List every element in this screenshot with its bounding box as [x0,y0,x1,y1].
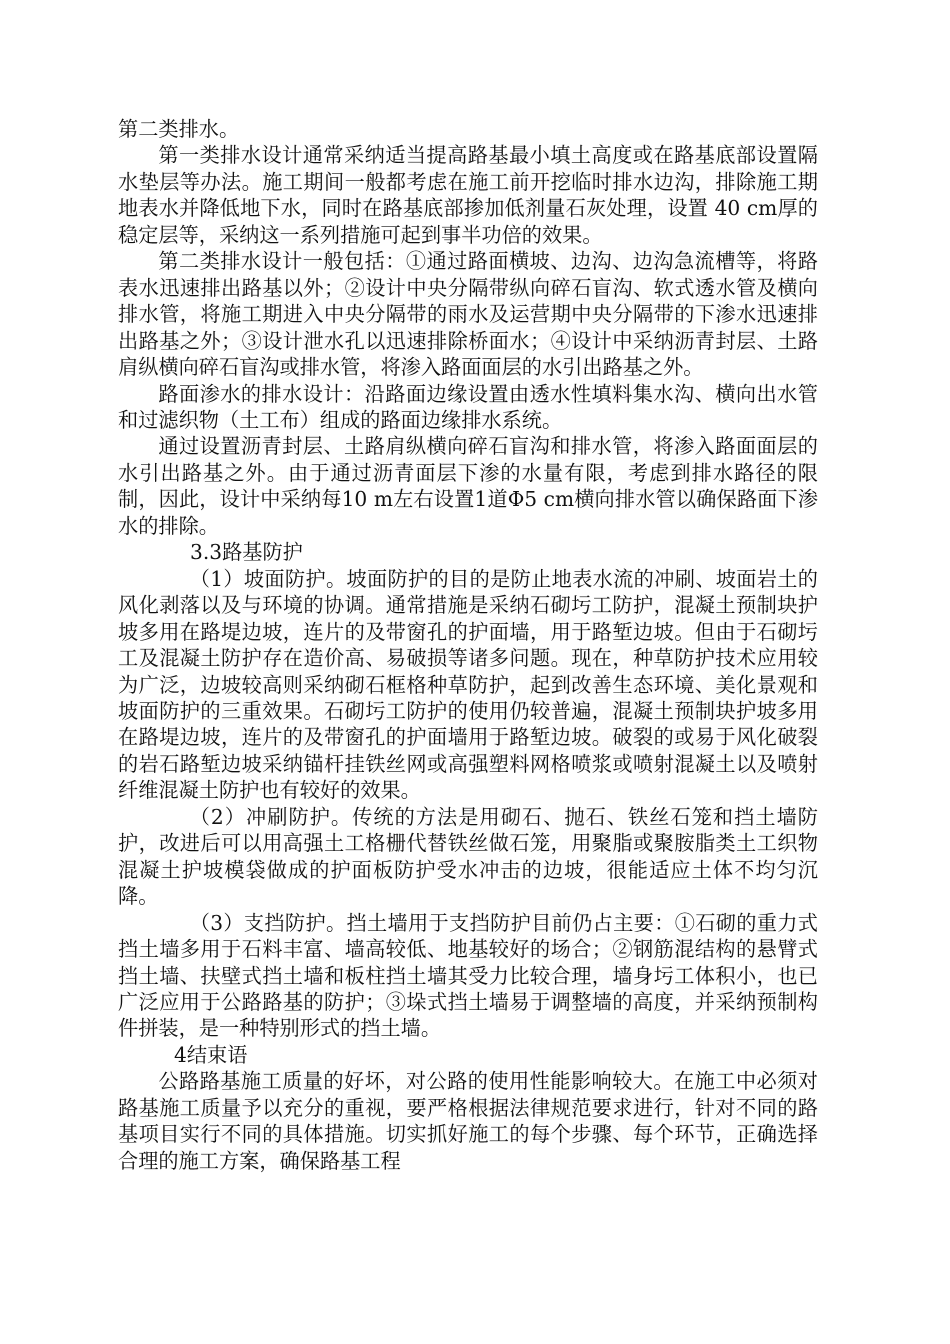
paragraph-scour-protection: （2）冲刷防护。传统的方法是用砌石、抛石、铁丝石笼和挡土墙防护，改进后可以用高强土工格栅代替铁丝做石笼，用聚脂或聚胺脂类土工织物混凝土护坡模袋做成的护面板防护受水冲击的边坡，很能适应土体不均匀沉降。 [118,804,818,909]
paragraph-retaining-protection: （3）支挡防护。挡土墙用于支挡防护目前仍占主要：①石砌的重力式挡土墙多用于石料丰富、墙高较低、地基较好的场合；②钢筋混结构的悬臂式挡土墙、扶壁式挡土墙和板柱挡土墙其受力比较合理，墙身圬工体积小，也已广泛应用于公路路基的防护；③垛式挡土墙易于调整墙的高度，并采纳预制构件拼装，是一种特别形式的挡土墙。 [118,910,818,1041]
paragraph-type1-drainage: 第一类排水设计通常采纳适当提高路基最小填土高度或在路基底部设置隔水垫层等办法。施工期间一般都考虑在施工前开挖临时排水边沟，排除施工期地表水并降低地下水，同时在路基底部掺加低剂量石灰处理，设置 40 cm厚的稳定层等，采纳这一系列措施可起到事半功倍的效果。 [118,143,818,247]
paragraph-conclusion: 公路路基施工质量的好坏，对公路的使用性能影响较大。在施工中必须对路基施工质量予以充分的重视，要严格根据法律规范要求进行，针对不同的路基项目实行不同的具体措施。切实抓好施工的每个步骤、每个环节，正确选择合理的施工方案，确保路基工程 [118,1069,818,1173]
paragraph-intro: 第二类排水。 [118,117,240,141]
paragraph-seal-layer: 通过设置沥青封层、土路肩纵横向碎石盲沟和排水管，将渗入路面面层的水引出路基之外。由于通过沥青面层下渗的水量有限，考虑到排水路径的限制，因此，设计中采纳每10 m左右设置1道Φ5 cm横向排水管以确保路面下渗水的排除。 [118,434,818,538]
section-heading-3-3: 3.3路基防护 [190,540,303,565]
section-heading-4: 4结束语 [174,1042,248,1067]
paragraph-type2-drainage: 第二类排水设计一般包括：①通过路面横坡、边沟、边沟急流槽等，将路表水迅速排出路基以外；②设计中央分隔带纵向碎石盲沟、软式透水管及横向排水管，将施工期进入中央分隔带的雨水及运营期中央分隔带的下渗水迅速排出路基之外；③设计泄水孔以迅速排除桥面水；④设计中采纳沥青封层、土路肩纵横向碎石盲沟或排水管，将渗入路面面层的水引出路基之外。 [118,249,818,380]
document-body [118,116,818,1174]
paragraph-seepage-drainage: 路面渗水的排水设计：沿路面边缘设置由透水性填料集水沟、横向出水管和过滤织物（土工布）组成的路面边缘排水系统。 [118,381,818,432]
paragraph-slope-protection: （1）坡面防护。坡面防护的目的是防止地表水流的冲刷、坡面岩土的风化剥落以及与环境的协调。通常措施是采纳石砌圬工防护，混凝土预制块护坡多用在路堤边坡，连片的及带窗孔的护面墙，用于路堑边坡。但由于石砌圬工及混凝土防护存在造价高、易破损等诸多问题。现在，种草防护技术应用较为广泛，边坡较高则采纳砌石框格种草防护，起到改善生态环境、美化景观和坡面防护的三重效果。石砌圬工防护的使用仍较普遍，混凝土预制块护坡多用在路堤边坡，连片的及带窗孔的护面墙用于路堑边坡。破裂的或易于风化破裂的岩石路堑边坡采纳锚杆挂铁丝网或高强塑料网格喷浆或喷射混凝土以及喷射纤维混凝土防护也有较好的效果。 [118,566,818,803]
